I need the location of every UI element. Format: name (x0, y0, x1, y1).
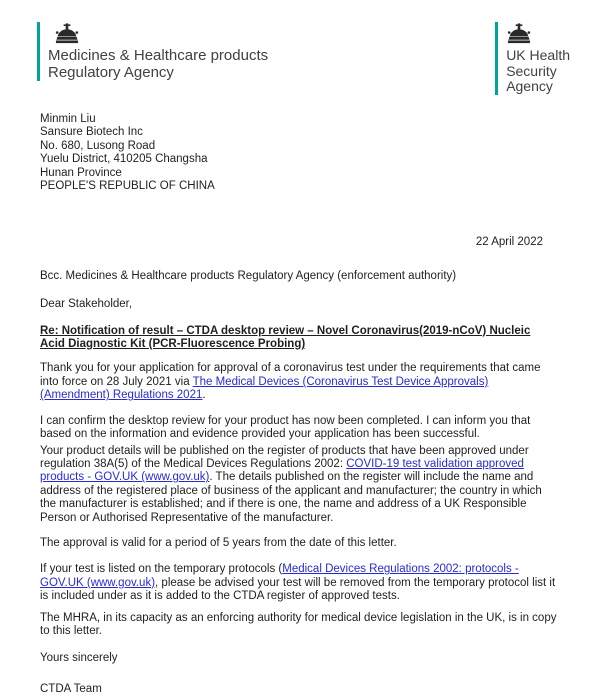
address-line: Yuelu District, 410205 Changsha (40, 153, 208, 166)
address-line: No. 680, Lusong Road (40, 139, 156, 152)
paragraph (40, 362, 558, 402)
text-run: . The details published on the register will include the name and address of the registered place of business of the applicant and manufacturer; the country in which the manufacturer is established; and if there is one, the name and address of a UK Responsible Person or Authorised Representative of the manufacturer. (40, 471, 542, 524)
signature: CTDA Team (40, 682, 102, 695)
text-run: If your test is listed on the temporary protocols ( (40, 563, 283, 576)
royal-crown-icon (507, 23, 531, 44)
hyperlink[interactable]: The Medical Devices (Coronavirus Test Device Approvals) (Amendment) Regulations 2021 (40, 375, 489, 402)
paragraph (40, 612, 558, 639)
paragraph (40, 445, 558, 525)
mhra-logo-text-line1: Medicines & Healthcare products (48, 47, 269, 64)
text-run: Thank you for your application for approval of a coronavirus test under the requirements that came into force on 28 July 2021 via (40, 362, 541, 388)
valediction: Yours sincerely (40, 652, 118, 665)
text-run: , please be advised your test will be removed from the temporary protocol list it is included under as it is added to the CTDA register of approved tests. (40, 576, 556, 603)
text-run: I can confirm the desktop review for your product has now been completed. I can inform you that based on the information and evidence provided your application has been successful. (40, 414, 531, 441)
paragraph (40, 415, 558, 442)
royal-crown-icon (55, 23, 79, 44)
subject-line: Re: Notification of result – CTDA desktop review – Novel Coronavirus(2019-nCoV) Nucleic Acid Diagnostic Kit (PCR-Fluorescence Probing) (40, 324, 531, 351)
paragraph (40, 563, 558, 603)
letter-body (40, 362, 558, 638)
ukhsa-logo-text-line1: UK Health (506, 47, 570, 63)
hyperlink[interactable]: COVID-19 test validation approved products - GOV.UK (www.gov.uk) (40, 457, 524, 484)
salutation: Dear Stakeholder, (40, 298, 133, 311)
ukhsa-logo-text-line3: Agency (506, 78, 553, 94)
recipient-address (40, 113, 558, 193)
address-line: PEOPLE'S REPUBLIC OF CHINA (40, 180, 215, 193)
text-run: The approval is valid for a period of 5 years from the date of this letter. (40, 536, 397, 549)
letter-header (37, 22, 570, 100)
address-line: Minmin Liu (40, 113, 96, 125)
bcc-line: Bcc. Medicines & Healthcare products Regulatory Agency (enforcement authority) (40, 269, 457, 282)
letter-content (40, 113, 558, 696)
address-line: Hunan Province (40, 166, 122, 179)
mhra-logo (37, 22, 268, 81)
letter-date: 22 April 2022 (475, 236, 543, 249)
text-run: . (202, 389, 206, 402)
address-line: Sansure Biotech Inc (40, 126, 143, 139)
paragraph (40, 537, 558, 550)
ukhsa-logo-text-line2: Security (506, 62, 557, 79)
text-run: Your product details will be published on the register of products that have been approved under regulation 38A(5) of the Medical Devices Regulations 2002: (40, 444, 529, 470)
ukhsa-logo (495, 22, 570, 95)
text-run: The MHRA, in its capacity as an enforcing authority for medical device legislation in the UK, is in copy to this letter. (40, 611, 557, 637)
mhra-logo-text-line2: Regulatory Agency (48, 63, 174, 81)
hyperlink[interactable]: Medical Devices Regulations 2002: protocols - GOV.UK (www.gov.uk) (40, 563, 519, 589)
